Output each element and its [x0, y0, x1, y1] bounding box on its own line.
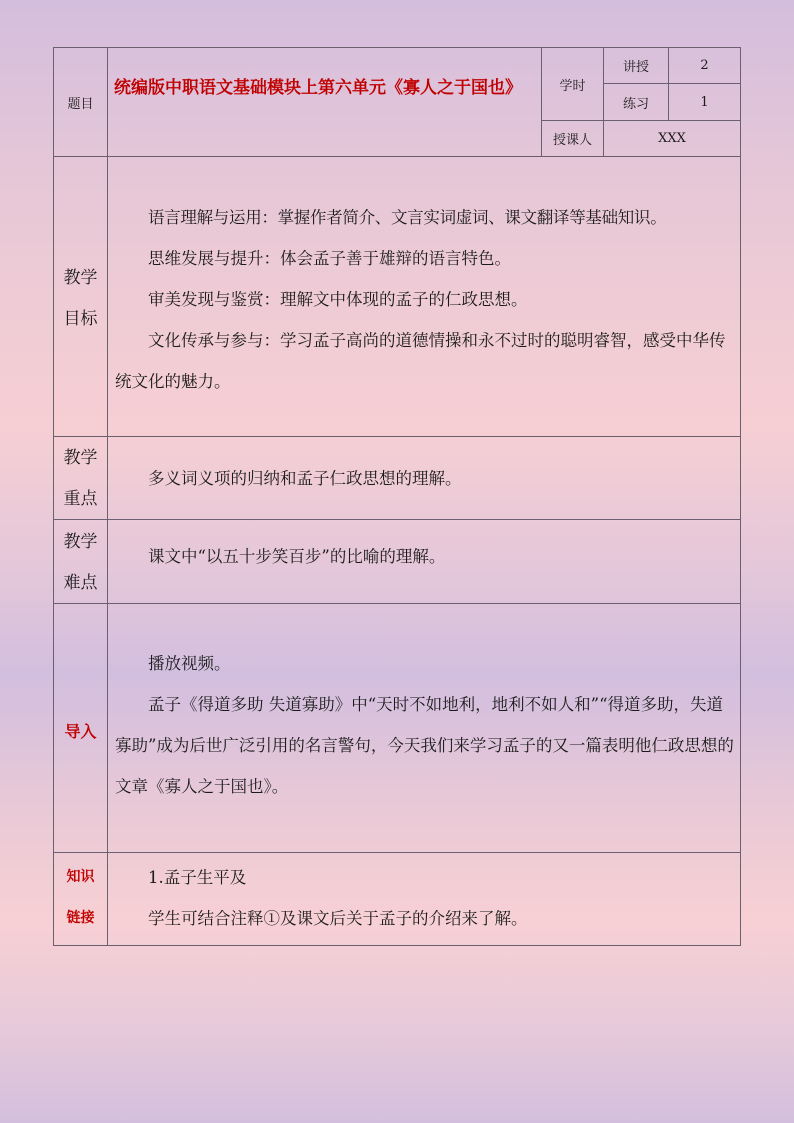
knowledge-link-text: 学生可结合注释①及课文后关于孟子的介绍来了解。	[148, 909, 528, 928]
objective-item: 文化传承与参与：学习孟子高尚的道德情操和永不过时的聪明睿智，感受中华传统文化的魅力。	[115, 331, 726, 391]
knowledge-link-heading: 1.孟子生平及	[148, 868, 247, 887]
table-divider	[107, 47, 108, 946]
objectives-label-line2: 目标	[63, 309, 98, 329]
key-points-text: 多义词义项的归纳和孟子仁政思想的理解。	[148, 469, 462, 488]
table-divider	[53, 852, 741, 853]
knowledge-link-label-line1: 知识	[66, 869, 95, 885]
key-points-label	[54, 438, 107, 520]
introduction-paragraph: 孟子《得道多助 失道寡助》中“天时不如地利，地利不如人和”“得道多助，失道寡助”成为后世广泛引用的名言警句，今天我们来学习孟子的又一篇表明他仁政思想的文章《寡人之于国也》。	[115, 695, 734, 796]
objective-item: 思维发展与提升：体会孟子善于雄辩的语言特色。	[148, 249, 511, 268]
introduction-content	[115, 643, 737, 807]
difficulties-label	[54, 522, 107, 604]
objective-item: 语言理解与运用：掌握作者简介、文言实词虚词、课文翻译等基础知识。	[148, 208, 667, 227]
knowledge-link-label	[54, 857, 107, 939]
lecture-label: 讲授	[622, 60, 649, 75]
table-divider	[53, 156, 741, 157]
table-divider	[53, 436, 741, 437]
difficulties-label-line2: 难点	[63, 573, 98, 593]
difficulties-label-line1: 教学	[63, 532, 98, 552]
knowledge-link-label-line2: 链接	[66, 910, 95, 926]
objective-item: 审美发现与鉴赏：理解文中体现的孟子的仁政思想。	[148, 290, 528, 309]
difficulties-text: 课文中“以五十步笑百步”的比喻的理解。	[148, 547, 446, 566]
introduction-line1: 播放视频。	[148, 654, 231, 673]
table-divider	[53, 519, 741, 520]
table-border-right	[740, 47, 741, 946]
table-divider	[53, 603, 741, 604]
introduction-label: 导入	[64, 721, 97, 741]
practice-hours: 1	[700, 94, 709, 110]
lecture-hours: 2	[700, 58, 709, 73]
key-points-label-line2: 重点	[63, 489, 98, 509]
table-border-bottom	[53, 945, 741, 946]
objectives-label	[54, 258, 107, 340]
topic-label: 题目	[67, 96, 94, 112]
practice-label: 练习	[622, 96, 649, 112]
teacher-name: XXX	[658, 131, 686, 146]
objectives-content	[115, 197, 737, 402]
objectives-label-line1: 教学	[63, 268, 98, 288]
key-points-label-line1: 教学	[63, 448, 98, 468]
teacher-label: 授课人	[552, 133, 592, 148]
hours-label: 学时	[559, 78, 586, 94]
topic-title: 统编版中职语文基础模块上第六单元《寡人之于国也》	[114, 78, 522, 98]
knowledge-link-content	[115, 857, 737, 939]
